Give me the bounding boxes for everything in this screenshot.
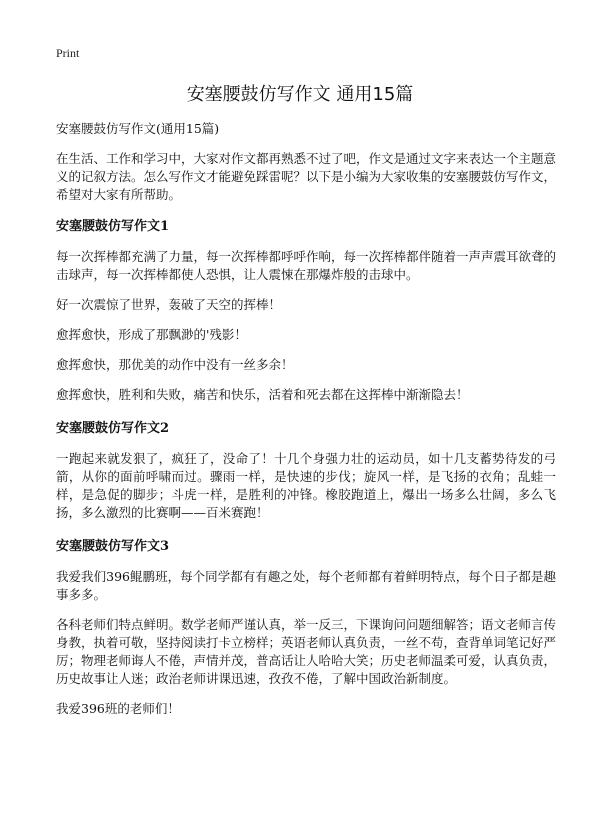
section-heading-1: 安塞腰鼓仿写作文1 [56,219,170,234]
section-heading-3: 安塞腰鼓仿写作文3 [56,539,170,554]
section-1-paragraph: 愈挥愈快，胜利和失败，痛苦和快乐，活着和死去都在这挥棒中渐渐隐去！ [56,387,469,402]
section-heading-2: 安塞腰鼓仿写作文2 [56,421,170,436]
print-link[interactable]: Print [56,46,80,60]
section-3-paragraph: 我爱396班的老师们！ [56,701,180,716]
section-1-paragraph: 每一次挥棒都充满了力量，每一次挥棒都呼呼作响，每一次挥棒都伴随着一声声震耳欲聋的击球声，每一次挥棒都使人恐惧，让人震悚在那爆炸般的击球中。 [56,249,557,282]
section-1-paragraph: 愈挥愈快，形成了那飘渺的'残影！ [56,327,247,342]
section-2-paragraph: 一跑起来就发狠了，疯狂了，没命了！十几个身强力壮的运动员，如十几支蓄势待发的弓箭，从你的面前呼啸而过。骤雨一样，是快速的步伐；旋风一样，是飞扬的衣角；乱蛙一样，是急促的脚步；斗虎一样，是胜利的冲锋。橡胶跑道上，爆出一场多么壮阔，多么飞扬，多么激烈的比赛啊——百米赛跑！ [56,451,556,520]
article-subtitle: 安塞腰鼓仿写作文(通用15篇) [56,121,220,136]
article-body [56,120,556,730]
section-1-paragraph: 愈挥愈快，那优美的动作中没有一丝多余！ [56,357,294,372]
section-3-paragraph: 各科老师们特点鲜明。数学老师严谨认真，举一反三，下课询问问题细解答；语文老师言传身教，执着可敬，坚持阅读打卡立榜样；英语老师认真负责，一丝不苟，查背单词笔记好严厉；物理老师诲人不倦，声情并茂，普高话让人哈哈大笑；历史老师温柔可爱，认真负责，历史故事让人迷；政治老师讲课迅速，孜孜不倦，了解中国政治新制度。 [56,617,557,686]
section-3-paragraph: 我爱我们396鲲鹏班，每个同学都有有趣之处，每个老师都有着鲜明特点，每个日子都是趣事多多。 [56,569,556,602]
section-1-paragraph: 好一次震惊了世界，轰破了天空的挥棒！ [56,297,282,312]
intro-paragraph: 在生活、工作和学习中，大家对作文都再熟悉不过了吧，作文是通过文字来表达一个主题意义的记叙方法。怎么写作文才能避免踩雷呢？以下是小编为大家收集的安塞腰鼓仿写作文，希望对大家有所帮助。 [56,151,557,202]
page-title: 安塞腰鼓仿写作文 通用15篇 [186,84,414,105]
